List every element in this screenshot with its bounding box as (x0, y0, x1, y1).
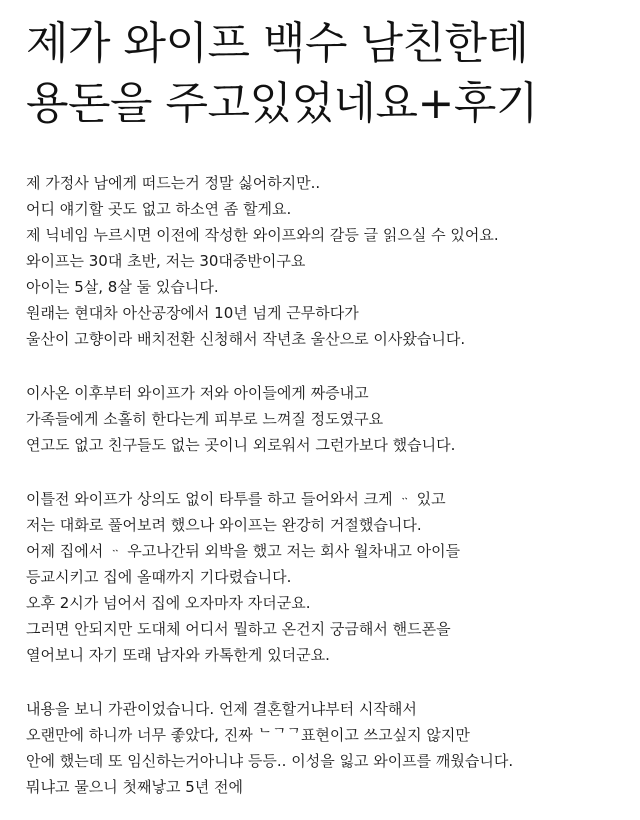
text-line: 등교시키고 집에 올때까지 기다렸습니다. (26, 568, 292, 586)
text-line: 가족들에게 소홀히 한다는게 피부로 느껴질 정도였구요 (26, 410, 384, 428)
post-title (26, 14, 620, 134)
text-line: 울산이 고향이라 배치전환 신청해서 작년초 울산으로 이사왔습니다. (26, 330, 466, 348)
title-line-1: 제가 와이프 백수 남친한테 (26, 18, 529, 69)
text-line: 저는 대화로 풀어보려 했으나 와이프는 완강히 거절했습니다. (26, 516, 422, 534)
text-line: 안에 했는데 또 임신하는거아니냐 등등.. 이성을 잃고 와이프를 깨웠습니다. (26, 752, 514, 770)
text-line: 연고도 없고 친구들도 없는 곳이니 외로워서 그런가보다 했습니다. (26, 436, 456, 454)
paragraph-1 (26, 170, 620, 352)
text-line: 어디 얘기할 곳도 없고 하소연 좀 할게요. (26, 200, 292, 218)
text-line: 뭐냐고 물으니 첫째낳고 5년 전에 (26, 778, 243, 796)
title-line-2: 용돈을 주고있었네요+후기 (26, 78, 538, 129)
text-line: 제 가정사 남에게 떠드는거 정말 싫어하지만.. (26, 174, 321, 192)
paragraph-3 (26, 486, 620, 668)
text-line: 열어보니 자기 또래 남자와 카톡한게 있더군요. (26, 646, 330, 664)
paragraph-4 (26, 696, 620, 800)
text-line: 제 닉네임 누르시면 이전에 작성한 와이프와의 갈등 글 읽으실 수 있어요. (26, 226, 499, 244)
text-line: 와이프는 30대 초반, 저는 30대중반이구요 (26, 252, 306, 270)
text-line: 오랜만에 하니까 너무 좋았다, 진짜 ᄂᄀᄀ표현이고 쓰고싶지 않지만 (26, 726, 470, 744)
text-line: 그러면 안되지만 도대체 어디서 뭘하고 온건지 궁금해서 핸드폰을 (26, 620, 451, 638)
text-line: 이틀전 와이프가 상의도 없이 타투를 하고 들어와서 크게 ᆢ 있고 (26, 490, 446, 508)
text-line: 원래는 현대차 아산공장에서 10년 넘게 근무하다가 (26, 304, 359, 322)
paragraph-2 (26, 380, 620, 458)
text-line: 이사온 이후부터 와이프가 저와 아이들에게 짜증내고 (26, 384, 369, 402)
text-line: 어제 집에서 ᆢ 우고나간뒤 외박을 했고 저는 회사 월차내고 아이들 (26, 542, 461, 560)
text-line: 오후 2시가 넘어서 집에 오자마자 자더군요. (26, 594, 311, 612)
text-line: 아이는 5살, 8살 둘 있습니다. (26, 278, 219, 296)
text-line: 내용을 보니 가관이었습니다. 언제 결혼할거냐부터 시작해서 (26, 700, 417, 718)
post-body (26, 170, 620, 800)
